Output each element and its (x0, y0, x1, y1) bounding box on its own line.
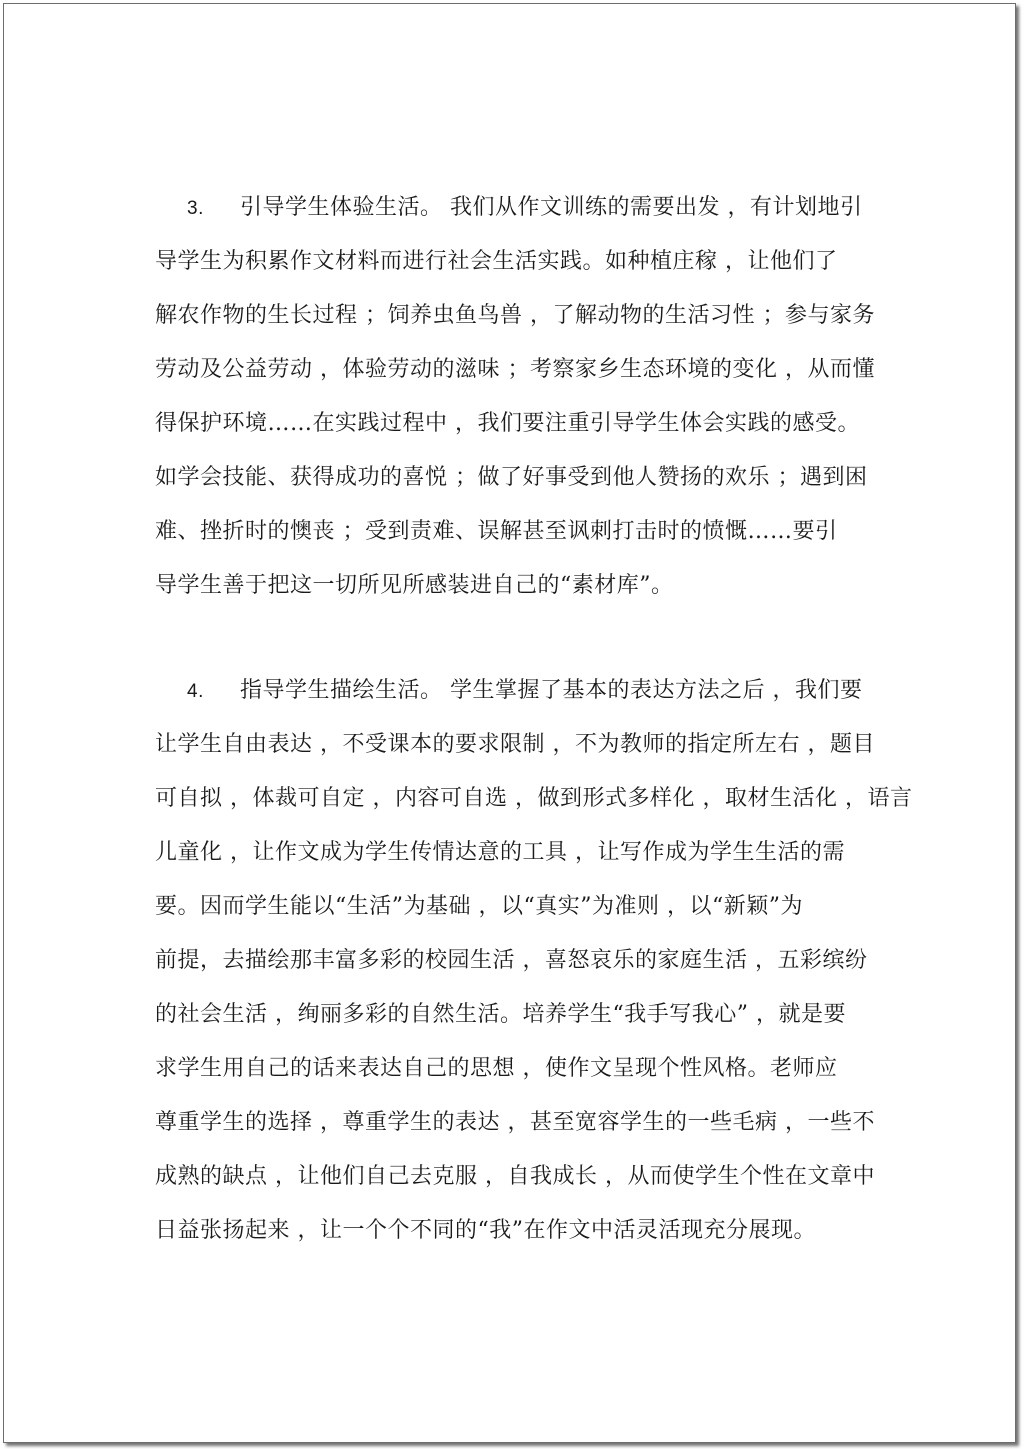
paragraph-line: 求学生用自己的话来表达自己的思想 ，使作文呈现个性风格。老师应 (155, 1056, 838, 1081)
paragraph-line: 成熟的缺点 ，让他们自己去克服 ，自我成长 ，从而使学生个性在文章中 (155, 1164, 875, 1189)
paragraph-line: 日益张扬起来 ，让一个个不同的“我”在作文中活灵活现充分展现。 (155, 1218, 816, 1243)
paragraph-line: 导学生善于把这一切所见所感装进自己的“素材库”。 (155, 573, 674, 598)
paragraph-line (155, 664, 870, 718)
paragraph-number: 4. (187, 681, 204, 702)
paragraph-line: 可自拟 ，体裁可自定 ，内容可自选 ，做到形式多样化 ，取材生活化 ，语言 (155, 786, 913, 811)
paragraph-line: 难、挫折时的懊丧 ；受到责难、误解甚至讽刺打击时的愤慨……要引 (155, 519, 838, 544)
paragraph-line (155, 181, 870, 235)
paragraph-line: 前提，去描绘那丰富多彩的校园生活 ，喜怒哀乐的家庭生活 ，五彩缤纷 (155, 948, 868, 973)
paragraph-line: 要。因而学生能以“生活”为基础 ，以“真实”为准则 ，以“新颖”为 (155, 894, 803, 919)
line-text: 指导学生描绘生活。 学生掌握了基本的表达方法之后 ，我们要 (240, 678, 863, 703)
paragraph-line: 尊重学生的选择 ，尊重学生的表达 ，甚至宽容学生的一些毛病 ，一些不 (155, 1110, 875, 1135)
paragraph-line: 导学生为积累作文材料而进行社会生活实践。如种植庄稼 ，让他们了 (155, 249, 838, 274)
paragraph-number: 3. (187, 198, 204, 219)
paragraph-line: 让学生自由表达 ，不受课本的要求限制 ，不为教师的指定所左右 ，题目 (155, 732, 875, 757)
paragraph-4 (155, 664, 913, 1258)
paragraph-line: 儿童化 ，让作文成为学生传情达意的工具 ，让写作成为学生生活的需 (155, 840, 845, 865)
paragraph-line: 解农作物的生长过程 ；饲养虫鱼鸟兽 ，了解动物的生活习性 ；参与家务 (155, 303, 875, 328)
paragraph-3 (155, 181, 875, 613)
paragraph-line: 的社会生活 ，绚丽多彩的自然生活。培养学生“我手写我心” ，就是要 (155, 1002, 846, 1027)
line-text: 引导学生体验生活。 我们从作文训练的需要出发 ，有计划地引 (240, 195, 863, 220)
paragraph-line: 得保护环境……在实践过程中 ，我们要注重引导学生体会实践的感受。 (155, 411, 860, 436)
paragraph-line: 如学会技能、获得成功的喜悦 ；做了好事受到他人赞扬的欢乐 ；遇到困 (155, 465, 868, 490)
paragraph-line: 劳动及公益劳动 ，体验劳动的滋味 ；考察家乡生态环境的变化 ，从而懂 (155, 357, 875, 382)
